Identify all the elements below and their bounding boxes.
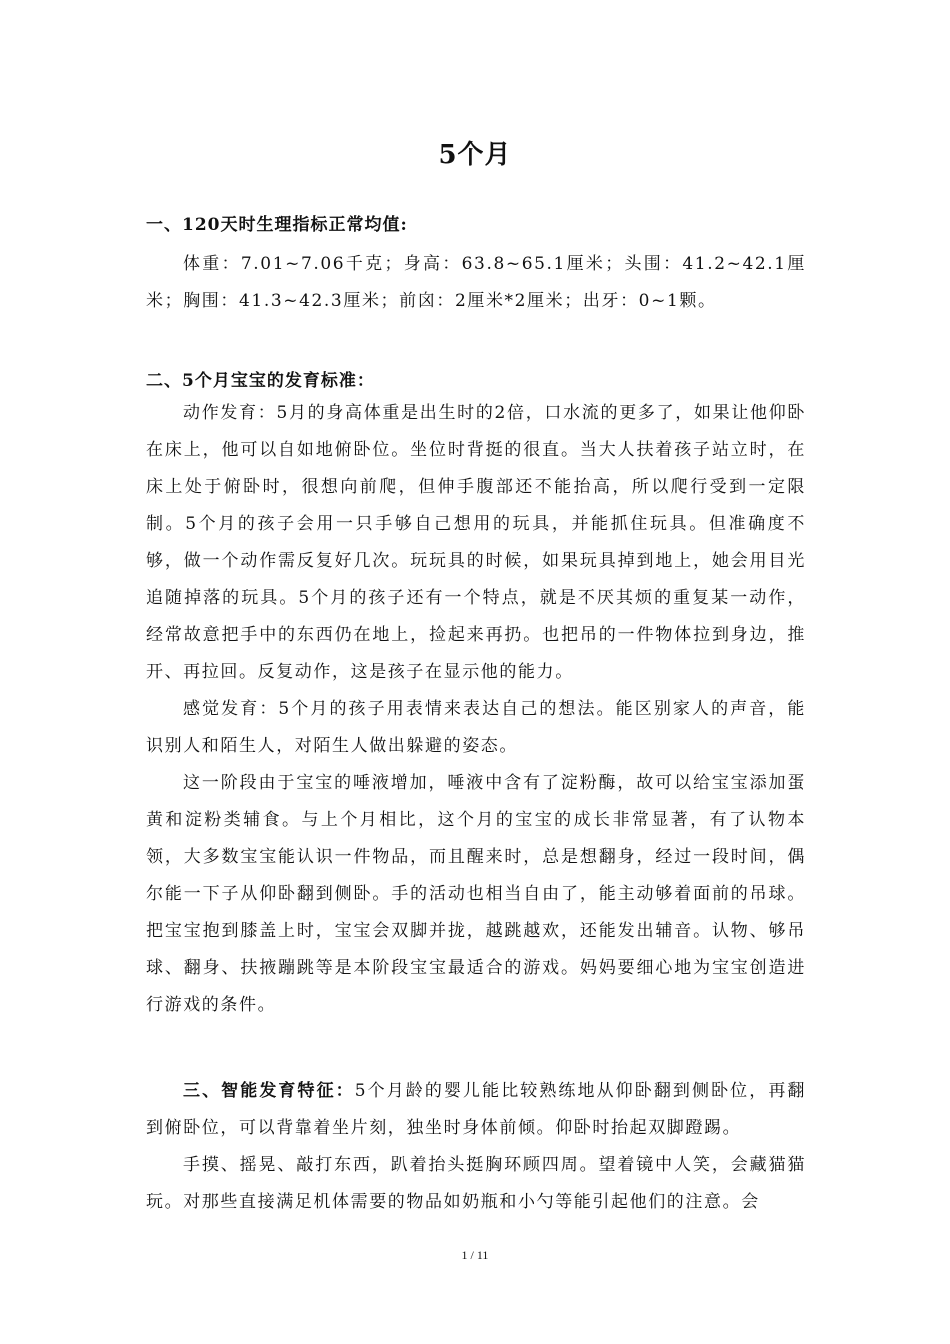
page-number: 1 / 11 (461, 1248, 489, 1262)
page-title: 5个月 (438, 140, 512, 170)
section-1-heading: 一、120天时生理指标正常均值: (146, 215, 408, 235)
section-2-heading: 二、5个月宝宝的发育标准： (146, 371, 375, 391)
section-2-paragraph-feeding: 这一阶段由于宝宝的唾液增加，唾液中含有了淀粉酶，故可以给宝宝添加蛋黄和淀粉类辅食。与上个月相比，这个月的宝宝的成长非常显著，有了认物本领，大多数宝宝能认识一件物品，而且醒来时，总是想翻身，经过一段时间，偶尔能一下子从仰卧翻到侧卧。手的活动也相当自由了，能主动够着面前的吊球。把宝宝抱到膝盖上时，宝宝会双脚并拢，越跳越欢，还能发出辅音。认物、够吊球、翻身、扶掖蹦跳等是本阶段宝宝最适合的游戏。妈妈要细心地为宝宝创造进行游戏的条件。 (146, 773, 806, 1015)
section-1-text: 体重：7.01~7.06千克；身高：63.8~65.1厘米；头围：41.2~42.1厘米；胸围：41.3~42.3厘米；前囟：2厘米*2厘米；出牙：0~1颗。 (146, 254, 806, 311)
section-3-text: 5个月龄的婴儿能比较熟练地从仰卧翻到侧卧位，再翻到俯卧位，可以背靠着坐片刻，独坐时身体前倾。仰卧时抬起双脚蹬踢。 (146, 1081, 806, 1138)
section-3-paragraph-2: 手摸、摇晃、敲打东西，趴着抬头挺胸环顾四周。望着镜中人笑，会藏猫猫玩。对那些直接满足机体需要的物品如奶瓶和小勺等能引起他们的注意。会 (146, 1155, 806, 1212)
section-2-paragraph-sensory: 感觉发育：5个月的孩子用表情来表达自己的想法。能区别家人的声音，能识别人和陌生人，对陌生人做出躲避的姿态。 (146, 699, 806, 756)
section-2-paragraph-motor: 动作发育：5月的身高体重是出生时的2倍，口水流的更多了，如果让他仰卧在床上，他可以自如地俯卧位。坐位时背挺的很直。当大人扶着孩子站立时，在床上处于俯卧时，很想向前爬，但伸手腹部还不能抬高，所以爬行受到一定限制。5个月的孩子会用一只手够自己想用的玩具，并能抓住玩具。但准确度不够，做一个动作需反复好几次。玩玩具的时候，如果玩具掉到地上，她会用目光追随掉落的玩具。5个月的孩子还有一个特点，就是不厌其烦的重复某一动作，经常故意把手中的东西仍在地上，捡起来再扔。也把吊的一件物体拉到身边，推开、再拉回。反复动作，这是孩子在显示他的能力。 (146, 403, 806, 682)
section-3-paragraph-1 (146, 1073, 806, 1147)
section-3-heading: 三、智能发育特征： (183, 1081, 355, 1101)
